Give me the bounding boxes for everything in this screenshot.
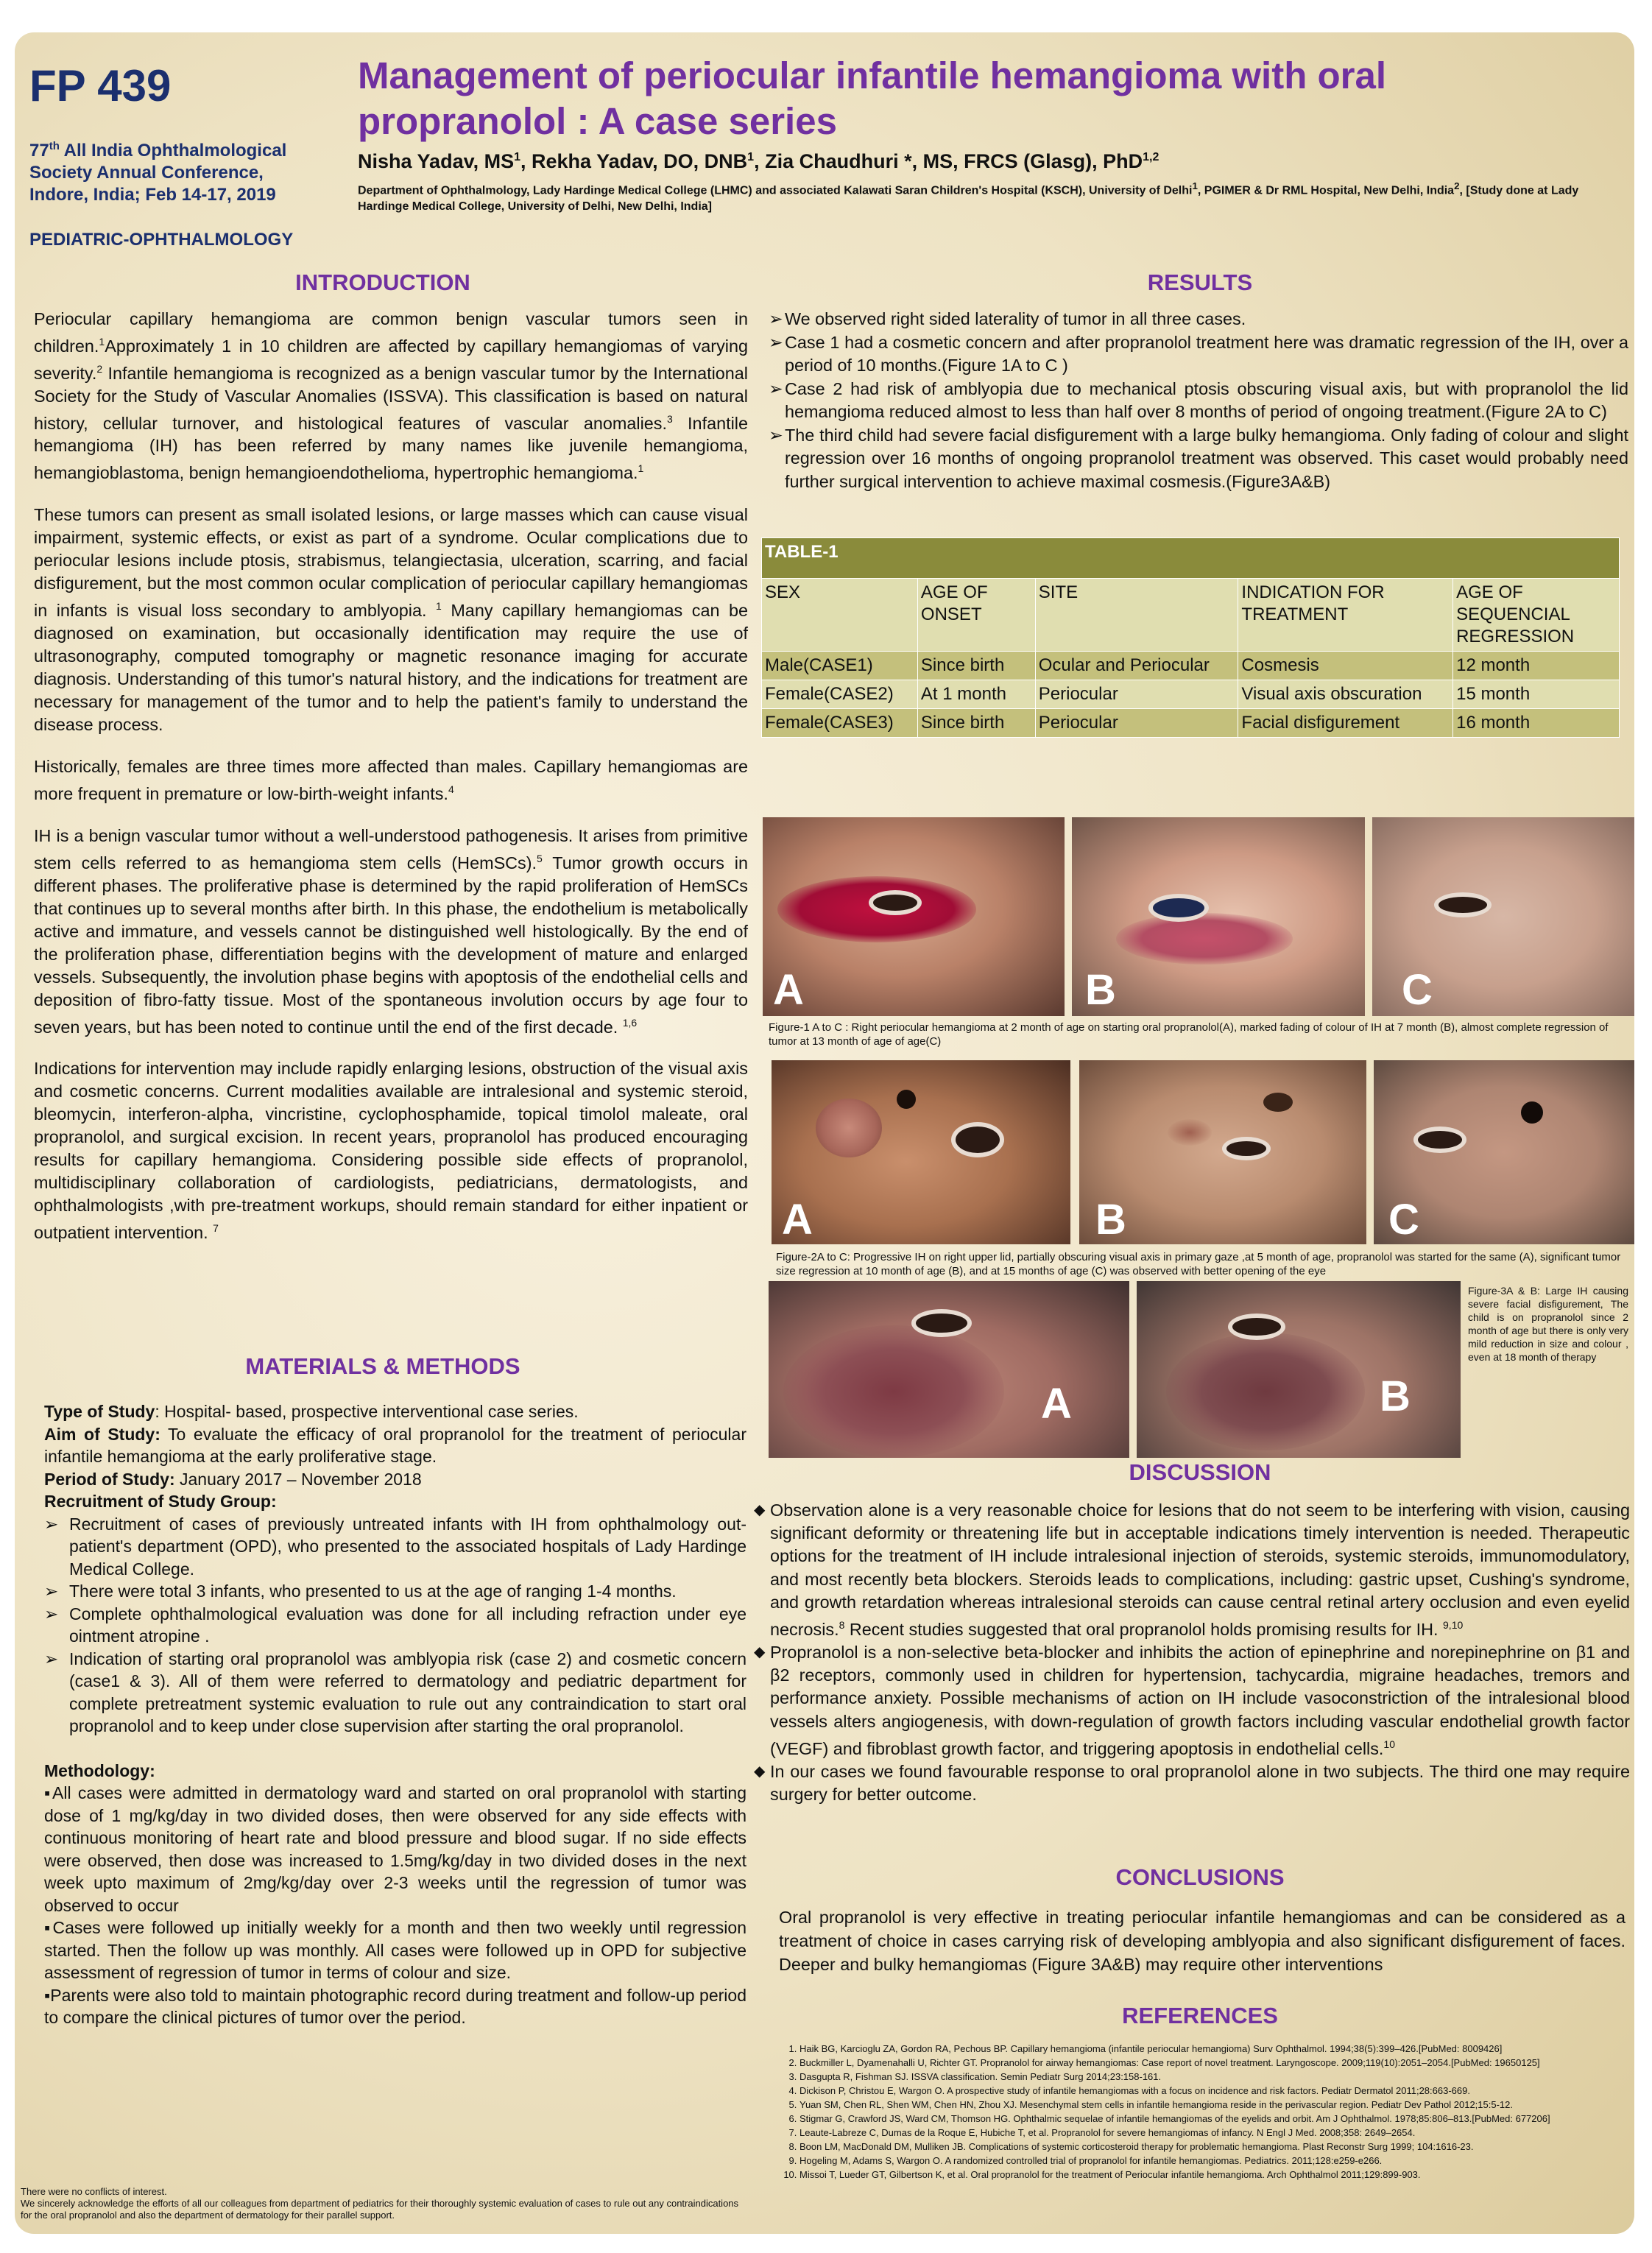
poster-title <box>358 53 1609 144</box>
reference-item: 3. Dasgupta R, Fishman SJ. ISSVA classification. Semin Pediatr Surg 2014;23:158-161. <box>799 2070 1628 2083</box>
table-header-cell: SITE <box>1035 579 1238 652</box>
bindi-dot <box>897 1090 916 1109</box>
bindi-dot <box>1263 1093 1293 1112</box>
reference-item: 9. Hogeling M, Adams S, Wargon O. A randomized controlled trial of propranolol for infantile hemangiomas. Pediatrics. 2011;128:e259-e266. <box>799 2154 1628 2167</box>
table-header-cell: SEX <box>762 579 918 652</box>
result-item: ➢ The third child had severe facial disfigurement with a large bulky hemangioma. Only fading of colour and slight regression over 16 months of ongoing propranolol treatment was observed. This caset would probably need further surgical intervention to achieve maximal cosmesis.(Figure3A&B) <box>769 424 1628 494</box>
intro-paragraph: Periocular capillary hemangioma are common benign vascular tumors seen in children.$^1$Approximately 1 in 10 children are affected by capillary hemangiomas of varying severity.$^2$ Infantile hemangioma is recognized as a benign vascular tumor by the International Society for the Study of Vascular Anomalies (ISSVA). This classification is based on natural history, cellular turnover, and histological features of vascular anomalies.$^3$ Infantile hemangioma (IH) has been referred by many names like juvenile hemangioma, hemangioblastoma, benign hemangioendothelioma, hypertrophic hemangioma.$^1$ <box>34 309 748 483</box>
table-cell: Facial disfigurement <box>1238 709 1453 738</box>
authors: Nisha Yadav, $MS^1$, Rekha Yadav, DO, DNB$^1$, Zia Chaudhuri *, MS, FRCS (Glasg), PhD$^{1,2}$ <box>358 150 1159 172</box>
figure-2a-photo <box>772 1060 1070 1244</box>
recruitment-item: ➢ Complete ophthalmological evaluation was done for all including refraction under eye ointment atropine . <box>44 1603 746 1648</box>
figure-3-caption: Figure-3A & B: Large IH causing severe facial disfigurement, The child is on propranolol since 2 month of age but there is only very mild reduction in size and colour , even at 18 month of therapy <box>1468 1285 1628 1363</box>
reference-item: 6. Stigmar G, Crawford JS, Ward CM, Thomson HG. Ophthalmic sequelae of infantile hemangiomas of the eyelids and orbit. Am J Ophthalmol. 1978;85:806–813.[PubMed: 677206] <box>799 2112 1628 2125</box>
result-item: ➢ Case 1 had a cosmetic concern and after propranolol treatment here was dramatic regression of the IH, over a period of 10 months.(Figure 1A to C ) <box>769 331 1628 378</box>
conf-line1-pre: 77 <box>29 141 49 161</box>
table-cell: Cosmesis <box>1238 652 1453 680</box>
conf-line1-post: All India Ophthalmological <box>59 141 287 161</box>
figure-2-caption: Figure-2A to C: Progressive IH on right upper lid, partially obscuring visual axis in primary gaze ,at 5 month of age, propranolol was started for the same (A), significant tumor size regression at 10 month of age (B), and at 15 months of age (C) was observed with better opening of the eye <box>776 1251 1621 1277</box>
introduction-body <box>34 308 748 1263</box>
recruitment-item: ➢ There were total 3 infants, who presented to us at the age of ranging 1-4 months. <box>44 1580 746 1603</box>
reference-item: 1. Haik BG, Karcioglu ZA, Gordon RA, Pechous BP. Capillary hemangioma (infantile periocular hemangioma) Surv Ophthalmol. 1994;38(5):399–426.[PubMed: 8009426] <box>799 2042 1628 2055</box>
author-name: Rekha Yadav, DO, DNB <box>532 150 748 172</box>
table-row <box>762 709 1620 738</box>
reference-item: 7. Leaute-Labreze C, Dumas de la Roque E, Hubiche T, et al. Propranolol for severe hemangiomas of infancy. N Engl J Med. 2008;358: 2649–2654. <box>799 2126 1628 2139</box>
title-line-2: propranolol : A case series <box>358 100 837 142</box>
eye <box>1226 1141 1266 1156</box>
discussion-item: ◆ Observation alone is a very reasonable choice for lesions that do not seem to be interfering with vision, causing significant deformity or threatening life but in acceptable indications timely intervention is needed. Therapeutic options for the treatment of IH include intralesional injection of steroids, systemic steroids, immunomodulatory, and most recently beta blockers. Steroids leads to complications, including: gastric upset, Cushing's syndrome, and growth retardation whereas intralesional steroids can cause central retinal artery occlusion and even eyelid necrosis.$^8$ Recent studies suggested that oral propranolol holds promising results for IH. $^{9,10}$ <box>754 1499 1630 1641</box>
table-cell: Periocular <box>1035 680 1238 709</box>
results-body <box>769 308 1628 493</box>
panel-label: B <box>1085 966 1116 1014</box>
table-cell: Since birth <box>917 652 1035 680</box>
result-item: ➢ Case 2 had risk of amblyopia due to mechanical ptosis obscuring visual axis, but with propranolol the lid hemangioma reduced almost to less than half over 8 months of period of ongoing treatment.(Figure 2A to C) <box>769 378 1628 424</box>
title-line-1: Management of periocular infantile hemangioma with oral <box>358 54 1387 96</box>
methods-heading: MATERIALS & METHODS <box>245 1353 520 1379</box>
results-heading: RESULTS <box>1147 269 1253 295</box>
table-caption: TABLE-1 <box>762 538 1620 579</box>
footnote: There were no conflicts of interest. We sincerely acknowledge the efforts of all our colleagues from department of pediatrics for their thoroughly systemic evaluation of cases to rule out any contraindications for the oral propranolol and also the department of dermatology for their parallel support. <box>21 2186 739 2221</box>
panel-label: A <box>1041 1380 1072 1428</box>
conf-line3: Indore, India; Feb 14-17, 2019 <box>29 185 276 205</box>
eye <box>1439 897 1487 913</box>
figure-1b-photo <box>1072 817 1365 1016</box>
hemangioma-lesion <box>1168 1119 1212 1146</box>
methods-body: Type of Study: Hospital- based, prospective interventional case series. Aim of Study: To evaluate the efficacy of oral propranolol for the treatment of periocular infantile hemangioma at the early proliferative stage. Period of Study: January 2017 – November 2018 Recruitment of Study Group: ➢ Recruitment of cases of previously untreated infants with IH from ophthalmology out-patient's department (OPD), who presented to the associated hospitals of Lady Hardinge Medical College. ➢ There were total 3 infants, who presented to us at the age of ranging 1-4 months. ➢ Complete ophthalmological evaluation was done for all including refraction under eye ointment atropine . ➢ Indication of starting oral propranolol was amblyopia risk (case 2) and cosmetic concern (case1 & 3). All of them were referred to dermatology and pediatric department for complete pretreatment systemic evaluation to rule out any contraindication to start oral propranolol and to keep under close supervision after starting the oral propranolol. Methodology: ▪All cases were admitted in dermatology ward and started on oral propranolol with starting dose of 1 mg/kg/day in two divided doses, then were observed for any side effects with continuous monitoring of heart rate and blood pressure and blood sugar. If no side effects were observed, then dose was increased to 1.5mg/kg/day in two divided doses in the next week upto maximum of 2mg/kg/day over 2-3 weeks until the regression of tumor was observed to occur ▪Cases were followed up initially weekly for a month and then two weekly until regression started. Then the follow up was monthly. All cases were followed up in OPD for subjective assessment of regression of tumor in terms of colour and size. ▪Parents were also told to maintain photographic record during treatment and follow-up period to compare the clinical pictures of tumor over the period. <box>44 1400 746 2029</box>
eye <box>1232 1318 1281 1336</box>
references-heading: REFERENCES <box>1122 2003 1278 2028</box>
eye <box>873 895 917 911</box>
panel-label: B <box>1095 1196 1126 1244</box>
table-1 <box>761 537 1620 738</box>
table-header-cell: INDICATION FOR TREATMENT <box>1238 579 1453 652</box>
conference-info <box>29 135 353 206</box>
table-row <box>762 652 1620 680</box>
eye <box>916 1314 967 1333</box>
intro-paragraph: IH is a benign vascular tumor without a well-understood pathogenesis. It arises from primitive stem cells referred to as hemangioma stem cells (HemSCs).$^5$ Tumor growth occurs in different phases. The proliferative phase is determined by the rapid proliferation of HemSCs that continues up to several months after birth. In this phase, the endothelium is metabolically active and immature, and vessels cannot be distinguished well histologically. By the end of the proliferation phase, differentiation begins with the development of mature and enlarged vessels. Subsequently, the involution phase begins with apoptosis of the endothelial cells and deposition of fibro-fatty tissue. Most of the spontaneous involution occurs by age four to seven years, but has been noted to continue until the end of the first decade. $^{1,6}$ <box>34 825 748 1037</box>
methodology-list <box>44 1782 746 2029</box>
author-name: Zia Chaudhuri *, MS, FRCS (Glasg), PhD <box>765 150 1143 172</box>
table-header-cell: AGE OF ONSET <box>917 579 1035 652</box>
methodology-item: ▪All cases were admitted in dermatology ward and started on oral propranolol with starting dose of 1 mg/kg/day in two divided doses, then were observed for any side effects with continuous monitoring of heart rate and blood pressure and blood sugar. If no side effects were observed, then dose was increased to 1.5mg/kg/day in two divided doses in the next week upto maximum of 2mg/kg/day over 2-3 weeks until the regression of tumor was observed to occur <box>44 1783 746 1915</box>
table-cell: Since birth <box>917 709 1035 738</box>
table-cell: Male(CASE1) <box>762 652 918 680</box>
hemangioma-lesion <box>777 876 976 942</box>
reference-item: 2. Buckmiller L, Dyamenahalli U, Richter GT. Propranolol for airway hemangiomas: Case report of novel treatment. Laryngoscope. 2009;119(10):2051–2054.[PubMed: 19650125] <box>799 2056 1628 2069</box>
discussion-body <box>754 1499 1630 1806</box>
references-list <box>773 2042 1628 2182</box>
table-row <box>762 680 1620 709</box>
figure-1-caption: Figure-1 A to C : Right periocular hemangioma at 2 month of age on starting oral propranolol(A), marked fading of colour of IH at 7 month (B), almost complete regression of tumor at 13 month of age of age(C) <box>769 1021 1609 1048</box>
hemangioma-lesion <box>1166 1333 1365 1450</box>
poster <box>15 32 1634 2234</box>
figure-3a-photo <box>769 1281 1129 1458</box>
figure-2c-photo <box>1374 1060 1634 1244</box>
recruitment-list <box>44 1513 746 1738</box>
panel-label: B <box>1380 1372 1411 1420</box>
table-cell: 16 month <box>1453 709 1620 738</box>
table-cell: Ocular and Periocular <box>1035 652 1238 680</box>
intro-paragraph: These tumors can present as small isolated lesions, or large masses which can cause visual impairment, systemic effects, or exist as part of a syndrome. Ocular complications due to periocular lesions include ptosis, strabismus, telangiectasia, ulceration, scarring, and facial disfigurement, but the most common ocular complication of periocular capillary hemangiomas in infants is visual loss secondary to amblyopia. $^1$ Many capillary hemangiomas can be diagnosed on examination, but occasionally identification may require the use of ultrasonography, computed tomography or magnetic resonance imaging for accurate diagnosis. Understanding of this tumor's natural history, and the indications for treatment are necessary for management of the tumor and to help the patient's family to understand the disease process. <box>34 505 748 734</box>
hemangioma-lesion <box>816 1099 882 1157</box>
figure-3b-photo <box>1137 1281 1461 1458</box>
results-list <box>769 308 1628 493</box>
table-cell: 12 month <box>1453 652 1620 680</box>
hemangioma-lesion <box>1116 913 1293 965</box>
table-header-cell: AGE OF SEQUENCIAL REGRESSION <box>1453 579 1620 652</box>
affiliations: Department of Ophthalmology, Lady Hardinge Medical College (LHMC) and associated Kalawati Saran Children's Hospital (KSCH), University of Delhi$^1$, PGIMER & Dr RML Hospital, New Delhi, India$^2$, [Study done at Lady Hardinge Medical College, University of Delhi, New Delhi, India] <box>358 180 1579 214</box>
discussion-item: ◆ In our cases we found favourable response to oral propranolol alone in two subjects. The third one may require surgery for better outcome. <box>754 1760 1630 1806</box>
table-cell: Female(CASE3) <box>762 709 918 738</box>
hemangioma-lesion <box>783 1325 1004 1458</box>
figure-2b-photo <box>1079 1060 1366 1244</box>
bindi-dot <box>1521 1101 1543 1124</box>
department-label: PEDIATRIC-OPHTHALMOLOGY <box>29 230 294 250</box>
panel-label: C <box>1402 966 1433 1014</box>
panel-label: A <box>773 966 804 1014</box>
methodology-item: ▪Parents were also told to maintain photographic record during treatment and follow-up period to compare the clinical pictures of tumor over the period. <box>44 1985 746 2027</box>
panel-label: A <box>782 1196 813 1244</box>
result-item: ➢ We observed right sided laterality of tumor in all three cases. <box>769 308 1628 331</box>
table-cell: Periocular <box>1035 709 1238 738</box>
discussion-item: ◆ Propranolol is a non-selective beta-blocker and inhibits the action of epinephrine and norepinephrine on β1 and β2 receptors, commonly used in children for hypertension, tachycardia, migraine headaches, tremors and performance anxiety. Possible mechanisms of action on IH include vasoconstriction of the intralesional blood vessels alters angiogenesis, with down-regulation of growth factors including vascular endothelial growth factor (VEGF) and fibroblast growth factor, and triggering apoptosis in endothelial cells.$^{10}$ <box>754 1641 1630 1760</box>
methodology-item: ▪Cases were followed up initially weekly for a month and then two weekly until regression started. Then the follow up was monthly. All cases were followed up in OPD for subjective assessment of regression of tumor in terms of colour and size. <box>44 1918 746 1982</box>
conf-line1-sup: th <box>49 140 60 152</box>
conf-line2: Society Annual Conference, <box>29 163 264 183</box>
table-cell: At 1 month <box>917 680 1035 709</box>
panel-label: C <box>1388 1196 1419 1244</box>
conclusions-text: Oral propranolol is very effective in treating periocular infantile hemangiomas and can be considered as a treatment of choice in cases carrying risk of developing amblyopia and also significant disfigurement of faces. Deeper and bulky hemangiomas (Figure 3A&B) may require other interventions <box>779 1908 1625 1974</box>
introduction-heading: INTRODUCTION <box>295 269 470 295</box>
table-cell: Female(CASE2) <box>762 680 918 709</box>
figure-1c-photo <box>1372 817 1634 1016</box>
reference-item: 4. Dickison P, Christou E, Wargon O. A prospective study of infantile hemangiomas with a focus on incidence and risk factors. Pediatr Dermatol 2011;28:663-669. <box>799 2084 1628 2097</box>
poster-id: FP 439 <box>29 61 172 110</box>
reference-item: 8. Boon LM, MacDonald DM, Mulliken JB. Complications of systemic corticosteroid therapy for problematic hemangioma. Plast Reconstr Surg 1999; 104:1616-23. <box>799 2140 1628 2153</box>
table-cell: 15 month <box>1453 680 1620 709</box>
intro-paragraph: Historically, females are three times more affected than males. Capillary hemangiomas are more frequent in premature or low-birth-weight infants.$^4$ <box>34 756 748 803</box>
eye <box>1153 898 1204 917</box>
eye <box>956 1126 1000 1153</box>
author-name: Nisha Yadav, MS <box>358 150 515 172</box>
reference-item: 5. Yuan SM, Chen RL, Shen WM, Chen HN, Zhou XJ. Mesenchymal stem cells in infantile hemangioma reside in the perivascular region. Pediatr Dev Pathol 2012;15:5-12. <box>799 2098 1628 2111</box>
reference-item: 10. Missoi T, Lueder GT, Gilbertson K, et al. Oral propranolol for the treatment of Periocular infantile hemangioma. Arch Ophthalmol 2011;129:899-903. <box>799 2168 1628 2181</box>
table-cell: Visual axis obscuration <box>1238 680 1453 709</box>
conclusions-heading: CONCLUSIONS <box>1115 1864 1285 1890</box>
figure-1a-photo <box>763 817 1065 1016</box>
recruitment-item: ➢ Indication of starting oral propranolol was amblyopia risk (case 2) and cosmetic concern (case1 & 3). All of them were referred to dermatology and pediatric department for complete pretreatment systemic evaluation to rule out any contraindication to start oral propranolol and to keep under close supervision after starting the oral propranolol. <box>44 1648 746 1738</box>
intro-paragraph: Indications for intervention may include rapidly enlarging lesions, obstruction of the visual axis and cosmetic concerns. Current modalities available are intralesional and systemic steroid, bleomycin, interferon-alpha, vincristine, cyclophosphamide, topical timolol maleate, oral propranolol, and surgical excision. In recent years, propranolol has produced encouraging results for capillary hemangioma. Considering possible side effects of propranolol, multidisciplinary collaboration of cardiologists, pediatricians, dermatologists, and ophthalmologists ,with pre-treatment workups, should remain standard for either inpatient or outpatient intervention. $^7$ <box>34 1059 748 1243</box>
eye <box>1418 1131 1462 1149</box>
recruitment-item: ➢ Recruitment of cases of previously untreated infants with IH from ophthalmology out-patient's department (OPD), who presented to the associated hospitals of Lady Hardinge Medical College. <box>44 1513 746 1581</box>
discussion-heading: DISCUSSION <box>1129 1459 1271 1485</box>
